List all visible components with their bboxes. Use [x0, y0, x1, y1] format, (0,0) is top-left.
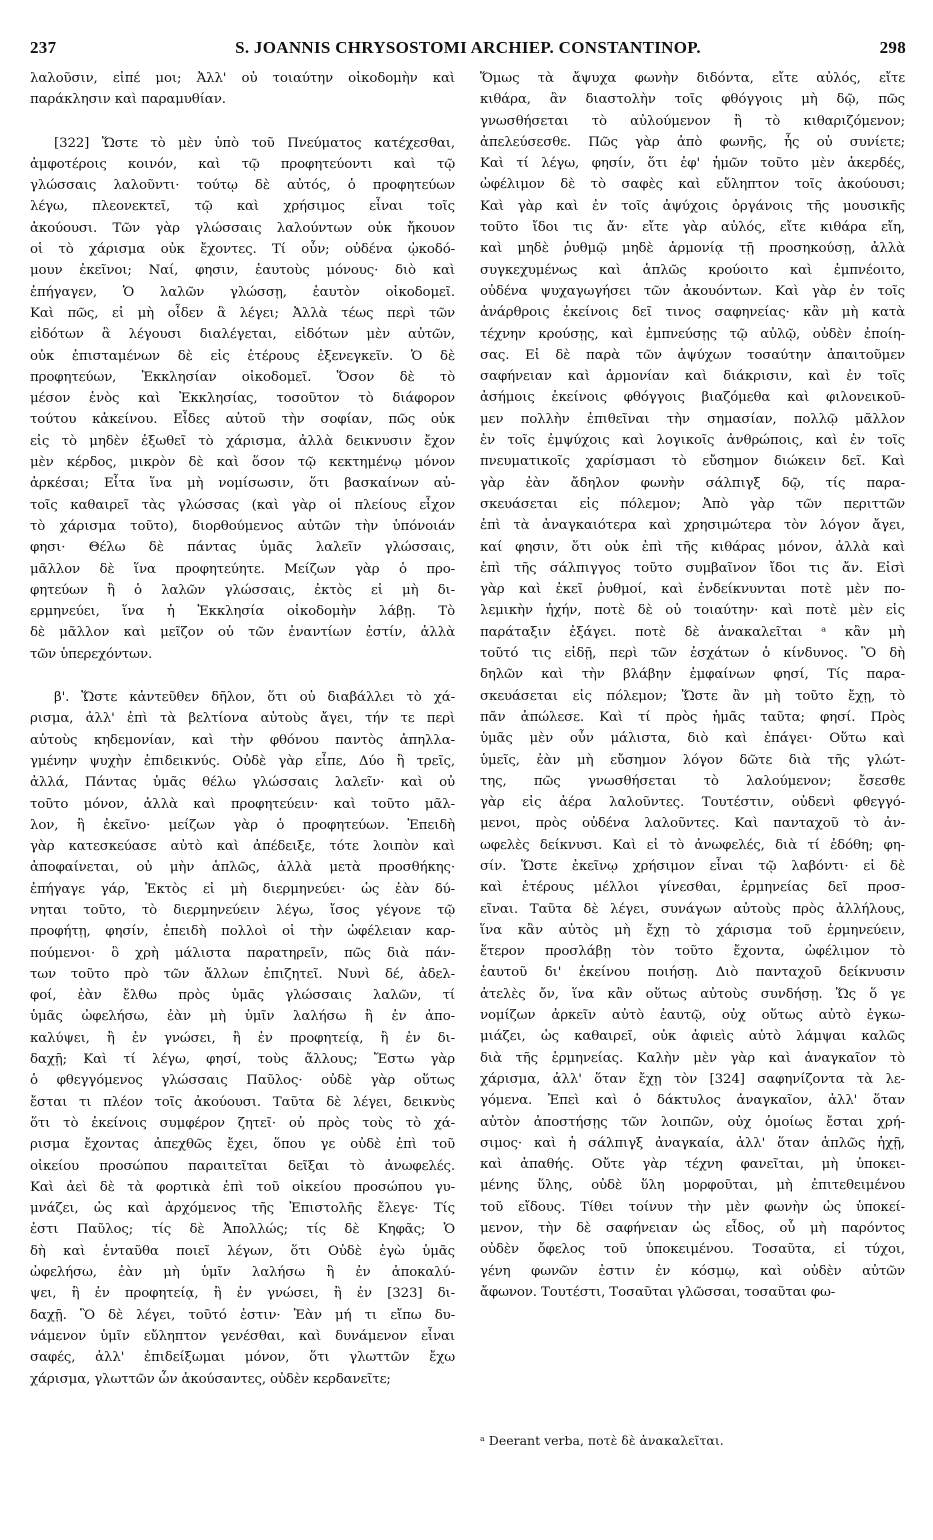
text-line: γένη φωνῶν ἐστιν ἐν κόσμῳ, καὶ οὐδὲν αὐτῶν — [480, 1263, 905, 1279]
text-line: γμένην ψυχὴν ἐπιδεικνύς. Οὐδὲ γὰρ εἶπε, Δύο ἢ τρεῖς, — [30, 753, 455, 769]
text-line: μέσον ἑνὸς καὶ Ἐκκλησίας, τοσοῦτον τὸ διάφορον — [30, 391, 455, 407]
text-line: νάμενον ὑμῖν εὔληπτον γενέσθαι, καὶ δυνάμενον εἶναι — [30, 1328, 455, 1344]
text-line: β'. Ὥστε κἀντεῦθεν δῆλον, ὅτι οὐ διαβάλλει τὸ χά- — [54, 690, 455, 706]
text-line: ερμηνεύει, ἵνα ἡ Ἐκκλησία οἰκοδομὴν λάβῃ. Τὸ — [30, 604, 455, 620]
text-line: εῖναι. Ταῦτα δὲ λέγει, συνάγων αὐτοὺς πρὸς ἀλλήλους, — [480, 901, 905, 917]
text-line: φητεύων ἢ ὁ λαλῶν γλώσσαις, ἐκτὸς εἰ μὴ δι- — [30, 582, 455, 598]
running-header — [30, 38, 906, 66]
text-line: μουν ἐκεῖνοι; Ναί, φησιν, ἑαυτοὺς μόνους· διὸ καὶ — [30, 263, 455, 279]
text-line: σας. Εἰ δὲ παρὰ τῶν ἀψύχων τοσαύτην ἀπαιτοῦμεν — [480, 347, 905, 363]
text-line: ἄφωνον. Τουτέστι, Τοσαῦται γλῶσσαι, τοσαῦται φω- — [480, 1284, 836, 1300]
text-line: γὰρ εἰς ἀέρα λαλοῦντες. Τουτέστιν, οὐδενὶ φθεγγό- — [480, 795, 905, 811]
text-line: οἰκείου προσώπου παραιτεῖται δεῖξαι τὸ ἀνωφελές. — [30, 1158, 455, 1174]
text-line: της, πῶς γνωσθήσεται τὸ λαλούμενον; ἔσεσθε — [480, 773, 905, 789]
text-line: μεν πολλὴν ἐπιθεῖναι τὴν σημασίαν, πολλῷ μᾶλλον — [480, 411, 905, 427]
text-line: γὰρ ἐὰν ἄδηλον φωνὴν σάλπιγξ δῷ, τίς παρα- — [480, 475, 905, 491]
left-text-column — [30, 68, 455, 1390]
text-line: δηλῶν καὶ τὴν βλάβην ἐμφαίνων φησί, Τίς παρα- — [480, 667, 905, 683]
text-line: καὶ ἀπαθής. Οὔτε γὰρ τέχνη φανεῖται, μὴ ὑποκει- — [480, 1157, 905, 1173]
text-line: αὐτοὺς κηδεμονίαν, καὶ τὴν φθόνου παντὸς ἀπηλλα- — [30, 732, 455, 748]
text-line: μενοι, πρὸς οὐδένα λαλοῦντες. Καὶ πανταχοῦ τὸ ἀν- — [480, 816, 905, 832]
text-line: οὐδὲν ὄφελος τοῦ ὑποκειμένου. Τοσαῦτα, εἰ τύχοι, — [480, 1242, 905, 1258]
text-line: μένης ὕλης, οὐδὲ ὕλη μορφοῦται, μὴ ἐπιτεθειμένου — [480, 1178, 905, 1194]
text-line: Καὶ τί λέγω, φησίν, ὅτι ἐφ' ἡμῶν τοῦτο μὲν ἀκερδές, — [480, 156, 905, 172]
text-line: ὑμᾶς ὠφελήσω, ἐὰν μὴ ὑμῖν λαλήσω ἢ ἐν ἀπο- — [30, 1009, 455, 1025]
text-line: γλώσσαις λαλοῦντι· τούτῳ δὲ αὐτός, ὁ προφητεύων — [30, 178, 455, 194]
text-line: ἐστι Παῦλος; τίς δὲ Ἀπολλώς; τίς δὲ Κηφᾶς; Ὁ — [30, 1222, 455, 1238]
text-line: ἐπήγαγε γάρ, Ἐκτὸς εἰ μὴ διερμηνεύει· ὡς ἐὰν δύ- — [30, 881, 455, 897]
text-line: ρισμα, ἀλλ' ἐπὶ τὰ βελτίονα αὐτοὺς ἄγει, τήν τε περὶ — [30, 711, 455, 727]
text-line: ἐπήγαγεν, Ὁ λαλῶν γλώσσῃ, ἑαυτὸν οἰκοδομεῖ. — [30, 284, 455, 300]
text-line: αὐτὸν ἀποστήσῃς τῶν λοιπῶν, οὐχ ὁμοίως ἔσται χρή- — [480, 1114, 905, 1130]
text-line: συγκεχυμένως καὶ ἁπλῶς κρούοιτο καὶ ἐμπνέοιτο, — [480, 262, 905, 278]
text-line: Καὶ γὰρ καὶ ἐν τοῖς ἀψύχοις ὀργάνοις τῆς μουσικῆς — [480, 198, 905, 214]
text-line: τοῦτο μόνον, ἀλλὰ καὶ προφητεύειν· καὶ τοῦτο μᾶλ- — [30, 796, 455, 812]
text-line: διὰ τῆς ἑρμηνείας. Καλὴν μὲν γὰρ καὶ ἀναγκαῖον τὸ — [480, 1050, 905, 1066]
text-line: παράκλησιν καὶ παραμυθίαν. — [30, 92, 226, 108]
text-line: ἀποφαίνεται, οὐ μὴν ἁπλῶς, ἀλλὰ μετὰ προσθήκης· — [30, 860, 455, 876]
text-line: τῶν ὑπερεχόντων. — [30, 646, 153, 662]
text-line: ἐπὶ τὰ ἀναγκαιότερα καὶ χρησιμώτερα τὸν λόγον ἄγει, — [480, 518, 905, 534]
text-line: πνευματικοῖς χαρίσμασι τὸ εὔσημον διώκειν δεῖ. Καὶ — [480, 454, 905, 470]
text-line: δὴ καὶ ἐνταῦθα ποιεῖ λέγων, ὅτι Οὐδὲ ἐγὼ ὑμᾶς — [30, 1243, 455, 1259]
text-line: ἕτερον προσλάβῃ τὸν τοῦτο ἔχοντα, ὠφέλιμον τὸ — [480, 944, 905, 960]
text-line: λον, ἢ ἐκεῖνο· μείζων γὰρ ὁ προφητεύων. Ἐπειδὴ — [30, 817, 455, 833]
text-line: Ὅμως τὰ ἄψυχα φωνὴν διδόντα, εἴτε αὐλός, εἴτε — [480, 71, 905, 86]
text-line: ἐπὶ τῆς σάλπιγγος τοῦτο συμβαῖνον ἴδοι τις ἄν. Εἰσὶ — [480, 560, 905, 576]
text-line: φοί, ἐὰν ἔλθω πρὸς ὑμᾶς γλώσσαις λαλῶν, τί — [30, 988, 455, 1004]
text-line: μνάζει, ὡς καὶ ἀρχόμενος τῆς Ἐπιστολῆς ἔλεγε· Τίς — [30, 1201, 455, 1217]
text-line: ὅτι τὸ ἐκείνοις συμφέρον ζητεῖ· οὐ πρὸς τοὺς τὸ χά- — [30, 1115, 455, 1131]
text-line: κιθάρα, ἂν διαστολὴν τοῖς φθόγγοις μὴ δῷ, πῶς — [480, 92, 905, 108]
text-line: ψει, ἢ ἐν προφητείᾳ, ἢ ἐν γνώσει, ἢ ἐν [323] δι- — [30, 1286, 455, 1302]
text-line: ἵνα κἂν αὐτὸς μὴ ἔχῃ τὸ χάρισμα τοῦ ἑρμηνεύειν, — [480, 922, 905, 938]
text-line: τοῖς καθαιρεῖ τὰς γλώσσας (καὶ γὰρ οἱ πλείους εἶχον — [30, 497, 455, 513]
text-line: οἱ τὸ χάρισμα οὐκ ἔχοντες. Τί οὖν; οὐδένα ᾠκοδό- — [30, 242, 455, 258]
page-number-right: 298 — [879, 38, 906, 57]
text-line: τέχνην κρούσῃς, καὶ ἐμπνεύσῃς τῷ αὐλῷ, οὐδὲν ἐποίη- — [480, 326, 905, 342]
text-line: καὶ ἑτέρους μέλλοι γίνεσθαι, ἑρμηνείας δεῖ προσ- — [480, 880, 905, 896]
text-line: ἀλλά, Πάντας ὑμᾶς θέλω γλώσσαις λαλεῖν· καὶ οὐ — [30, 775, 455, 791]
text-line: ἀνάρθροις ἐκείνοις δεῖ τινος σαφηνείας· κἂν μὴ κατὰ — [480, 305, 905, 321]
text-line: τούτου κἀκείνου. Εἶδες αὐτοῦ τὴν σοφίαν, πῶς οὐκ — [30, 412, 455, 428]
page-number-left: 237 — [30, 38, 57, 57]
right-text-column — [480, 68, 905, 1303]
text-line: των τοῦτο πρὸ τῶν ἄλλων ἐπιζητεῖ. Νυνὶ δέ, ἀδελ- — [30, 966, 455, 982]
text-line: γόμενα. Ἐπεὶ καὶ ὁ δάκτυλος ἀναγκαῖον, ἀλλ' ὅταν — [480, 1093, 905, 1109]
text-line: σιμος· καὶ ἡ σάλπιγξ ἀναγκαία, ἀλλ' ὅταν ἁπλῶς ἠχῇ, — [480, 1135, 905, 1151]
text-line: ἀπελεύσεσθε. Πῶς γὰρ ἀπὸ φωνῆς, ἧς οὐ συνίετε; — [480, 134, 905, 150]
text-line: Καὶ πῶς, εἰ μὴ οἶδεν ἃ λέγει; Ἀλλὰ τέως περὶ τῶν — [30, 305, 455, 321]
text-line: ἀμφοτέροις κοινόν, καὶ τῷ προφητεύοντι καὶ τῷ — [30, 156, 455, 172]
text-line: ἀρκέσαι; Εἶτα ἵνα μὴ νομίσωσιν, ὅτι βασκαίνων αὐ- — [30, 476, 455, 492]
text-line: σκευάσεται εἰς πόλεμον; Ἀπὸ γὰρ τῶν περιττῶν — [480, 496, 905, 512]
text-line: τοῦ εἴδους. Τίθει τοίνυν τὴν μὲν φωνὴν ὡς ὑποκεί- — [480, 1199, 905, 1215]
running-title: S. JOANNIS CHRYSOSTOMI ARCHIEP. CONSTANTINOP. — [235, 38, 701, 57]
text-line: εἰς τὸ μηδὲν ἐξωθεῖ τὸ χάρισμα, ἀλλὰ δεικνυσιν ἔχον — [30, 433, 455, 449]
text-line: ἀσήμοις ἐκείνοις φθόγγοις βιαζόμεθα καὶ φιλονεικοῦ- — [480, 390, 905, 406]
text-line: παράταξιν ἐξάγει. ποτὲ δὲ ἀνακαλεῖται ᵃ κἂν μὴ — [480, 624, 905, 640]
text-line: λέγω, πλεονεκτεῖ, τῷ καὶ χρήσιμος εἶναι τοῖς — [30, 199, 455, 215]
text-line: οὐδένα ψυχαγωγήσει τῶν ἀκουόντων. Καὶ γὰρ ἐν τοῖς — [480, 283, 905, 299]
text-line: ἑαυτοῦ δι' ἐκείνου ποιήσῃ. Διὸ πανταχοῦ δείκνυσιν — [480, 965, 905, 981]
text-line: νηται τοῦτο, τὸ διερμηνεύειν λέγω, ἴσος γέγονε τῷ — [30, 902, 455, 918]
text-line: ἀτελὲς ὄν, ἵνα κἂν οὕτως αὐτοὺς συνδήσῃ. Ὥς ὅ γε — [480, 986, 905, 1002]
text-line: σκευάσεται εἰς πόλεμον; Ὥστε ἂν μὴ τοῦτο ἔχῃ, τὸ — [480, 688, 905, 704]
text-line: δαχῇ; Καὶ τί λέγω, φησί, τοὺς ἄλλους; Ἔστω γὰρ — [30, 1052, 455, 1068]
text-line: ρισμα ἔχοντας ἀπεχθῶς ἔχει, ὅπου γε οὐδὲ ἐπὶ τοῦ — [30, 1137, 455, 1153]
text-line: ὠφελήσω, ἐὰν μὴ ὑμῖν λαλήσω ἢ ἐν ἀποκαλύ- — [30, 1265, 455, 1281]
text-line: τὸ χάρισμα τοῦτο), διορθούμενος αὐτῶν τὴν ὑπόνοιάν — [30, 518, 455, 534]
text-line: μιάζει, ὡς καθαιρεῖ, οὐκ ἀφιεὶς αὐτὸ λάμψαι καλῶς — [480, 1029, 905, 1045]
text-line: σίν. Ὥστε ἐκεῖνῳ χρήσιμον εἶναι τῷ λαβόντι· εἰ δὲ — [480, 858, 905, 874]
text-line: φησι· Θέλω δὲ πάντας ὑμᾶς λαλεῖν γλώσσαις, — [30, 540, 455, 556]
text-line: γὰρ κατεσκεύασε αὐτὸ καὶ ἀπέδειξε, τότε λοιπὸν καὶ — [30, 839, 455, 855]
text-line: σαφές, ἀλλ' ἐπιδείξωμαι μόνον, ὅτι γλωττῶν ἔχω — [30, 1350, 455, 1366]
text-line: προφητεύων, Ἐκκλησίαν οἰκοδομεῖ. Ὅσον δὲ τὸ — [30, 369, 455, 385]
text-line: ὑμᾶς μὲν οὖν μάλιστα, διὸ καὶ ἐπάγει· Οὕτω καὶ — [480, 731, 905, 747]
text-line: τοῦτό τις εἰδῇ, περὶ τῶν ἐσχάτων ὁ κίνδυνος. Ὃ δὴ — [480, 646, 905, 662]
paragraph-gap — [30, 665, 455, 687]
text-line: εἰδότων ἃ λέγουσι διαλέγεται, εἰδότων μὲν αὐτῶν, — [30, 327, 455, 343]
text-line: νομίζων ἀρκεῖν αὐτὸ ἑαυτῷ, οὐχ οὕτως αὐτὸ ἐγκω- — [480, 1008, 905, 1024]
footnote: ᵃ Deerant verba, ποτὲ δὲ ἀνακαλεῖται. — [480, 1433, 724, 1448]
paragraph-gap — [30, 111, 455, 133]
text-line: λεμικὴν ἠχήν, ποτὲ δὲ οὐ τοιαύτην· καὶ ποτὲ μὲν εἰς — [480, 603, 905, 619]
text-line: ωφελὲς δείκνυσι. Καὶ εἰ τὸ ἀνωφελές, διὰ τί ἐδόθη; φη- — [480, 837, 905, 853]
text-line: μᾶλλον δὲ ἵνα προφητεύητε. Μείζων γὰρ ὁ προ- — [30, 561, 455, 577]
text-line: ἀκούουσι. Τῶν γὰρ γλώσσαις λαλούντων οὐκ ἤκουον — [30, 220, 455, 236]
text-line: χάρισμα, γλωττῶν ὧν ἀκούσαντες, οὐδὲν κερδανεῖτε; — [30, 1371, 391, 1387]
text-line: χάρισμα, ἀλλ' ὅταν ἔχῃ τὸν [324] σαφηνίζοντα τὰ λε- — [480, 1071, 905, 1087]
text-line: πούμενοι· ὃ χρὴ μάλιστα παρατηρεῖν, πῶς διὰ πάν- — [30, 945, 455, 961]
text-line: ὁ φθεγγόμενος γλώσσαις Παῦλος· οὐδὲ γὰρ οὕτως — [30, 1073, 455, 1089]
text-line: προφήτῃ, φησίν, ἐπειδὴ πολλοὶ οἱ τὴν ὠφέλειαν καρ- — [30, 924, 455, 940]
text-line: πᾶν ἀπώλεσε. Καὶ τί πρὸς ἡμᾶς ταῦτα; φησί. Πρὸς — [480, 709, 905, 725]
text-line: δὲ μᾶλλον καὶ μεῖζον οὐ τῶν ἐναντίων ἐστίν, ἀλλὰ — [30, 625, 455, 641]
text-line: ἐν τοῖς ἐμψύχοις καὶ λογικοῖς ἀνθρώποις, καὶ ἐν τοῖς — [480, 433, 905, 449]
text-line: ὑμεῖς, ἐὰν μὴ εὔσημον λόγον δῶτε διὰ τῆς γλώτ- — [480, 752, 905, 768]
text-line: γὰρ καὶ ἐκεῖ ῥυθμοί, καὶ ἐνδείκνυνται ποτὲ μὲν πο- — [480, 582, 905, 598]
text-line: γνωσθήσεται τὸ αὐλούμενον ἢ τὸ κιθαριζόμενον; — [480, 113, 905, 129]
text-line: μενον, τὴν δὲ σαφήνειαν ὡς εἶδος, οὗ μὴ παρόντος — [480, 1221, 905, 1237]
text-line: τοῦτο ἴδοι τις ἄν· εἴτε γὰρ αὐλός, εἴτε κιθάρα εἴη, — [480, 220, 905, 236]
text-line: καί φησιν, ὅτι οὐκ ἐπὶ τῆς κιθάρας μόνον, ἀλλὰ καὶ — [480, 539, 905, 555]
text-line: Καὶ ἀεὶ δὲ τὰ φορτικὰ ἐπὶ τοῦ οἰκείου προσώπου γυ- — [30, 1179, 455, 1195]
text-line: ἔσται τι πλέον τοῖς ἀκούουσι. Ταῦτα δὲ λέγει, δεικνὺς — [30, 1094, 455, 1110]
text-line: λαλοῦσιν, εἰπέ μοι; Ἀλλ' οὐ τοιαύτην οἰκοδομὴν καὶ — [30, 71, 455, 86]
text-line: [322] Ὥστε τὸ μὲν ὑπὸ τοῦ Πνεύματος κατέχεσθαι, — [54, 135, 455, 151]
text-line: δαχῇ. Ὃ δὲ λέγει, τοῦτό ἐστιν· Ἐὰν μή τι εἴπω δυ- — [30, 1307, 455, 1323]
text-line: σαφήνειαν καὶ ἁρμονίαν καὶ διάκρισιν, καὶ ἐν τοῖς — [480, 369, 905, 385]
text-line: καλύψει, ἢ ἐν γνώσει, ἢ ἐν προφητείᾳ, ἢ ἐν δι- — [30, 1030, 455, 1046]
text-line: καὶ μηδὲ ῥυθμῷ μηδὲ ἁρμονίᾳ τῇ προσηκούσῃ, ἀλλὰ — [480, 241, 905, 257]
text-line: μὲν κέρδος, μικρὸν δὲ καὶ ὅσον τῷ κεκτημένῳ μόνον — [30, 455, 455, 471]
text-line: οὐκ ἐπισταμένων δὲ εἰς ἑτέρους ἐξενεγκεῖν. Ὁ δὲ — [30, 348, 455, 364]
text-line: ὠφέλιμον δὲ τὸ σαφὲς καὶ εὔληπτον τοῖς ἀκούουσι; — [480, 177, 905, 193]
